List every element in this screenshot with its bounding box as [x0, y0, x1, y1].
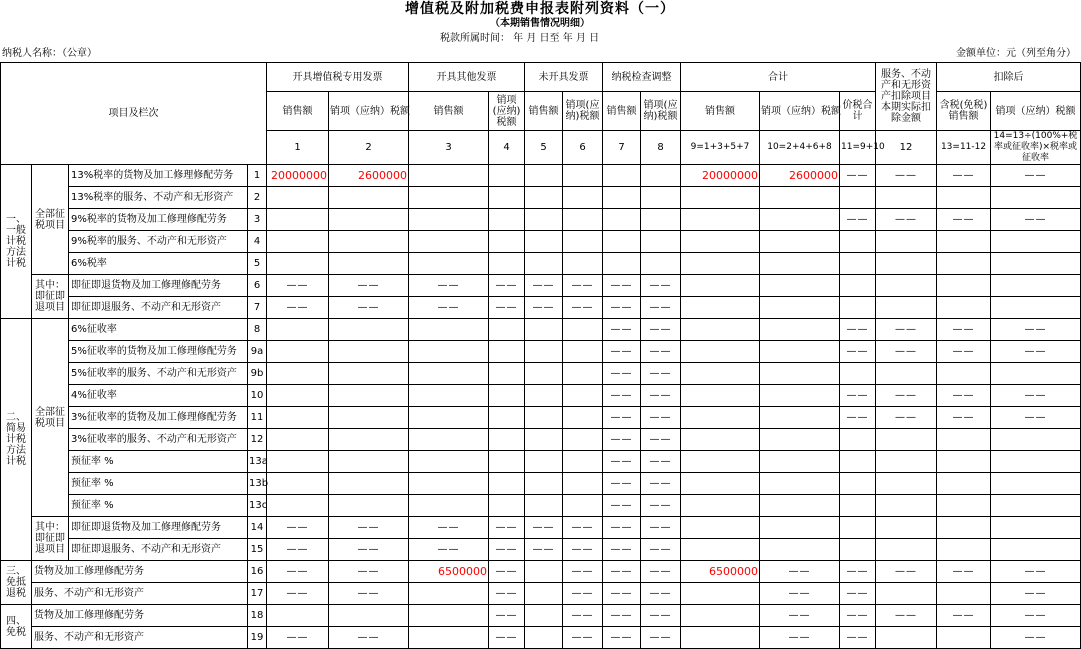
col-sales: 销售额 [681, 92, 760, 131]
dash-cell: —— [603, 363, 641, 385]
row-number: 6 [248, 275, 267, 297]
taxpayer-name: 纳税人名称：（公章） [2, 48, 97, 59]
dash-cell: —— [603, 275, 641, 297]
dash-cell: —— [409, 517, 489, 539]
dash-cell: —— [489, 517, 525, 539]
col-tax: 销项（应纳）税额 [760, 92, 840, 131]
dash-cell: —— [991, 209, 1081, 231]
dash-cell: —— [329, 627, 409, 649]
col-number: 11=9+10 [840, 131, 876, 165]
dash-cell: —— [563, 583, 603, 605]
dash-cell: —— [937, 319, 991, 341]
dash-cell: —— [489, 539, 525, 561]
dash-cell: —— [489, 561, 525, 583]
dash-cell: —— [489, 605, 525, 627]
row-number: 9a [248, 341, 267, 363]
col-number: 1 [267, 131, 329, 165]
row-number: 4 [248, 231, 267, 253]
dash-cell: —— [641, 385, 681, 407]
dash-cell: —— [991, 165, 1081, 187]
dash-cell: —— [267, 561, 329, 583]
row-label: 货物及加工修理修配劳务 [32, 605, 248, 627]
dash-cell: —— [760, 583, 840, 605]
dash-cell: —— [641, 407, 681, 429]
dash-cell: —— [489, 297, 525, 319]
immediate-refund-items: 其中：即征即退项目 [32, 275, 69, 319]
dash-cell: —— [840, 627, 876, 649]
dash-cell: —— [563, 297, 603, 319]
row-number: 13b [248, 473, 267, 495]
group-inspection-adjust: 纳税检查调整 [603, 63, 681, 92]
dash-cell: —— [603, 429, 641, 451]
cell-tax-special-invoice[interactable]: 2600000 [329, 165, 409, 187]
dash-cell: —— [641, 627, 681, 649]
row-label: 9%税率的货物及加工修理修配劳务 [69, 209, 248, 231]
dash-cell: —— [525, 297, 563, 319]
dash-cell: —— [603, 561, 641, 583]
row-label: 即征即退货物及加工修理修配劳务 [69, 275, 248, 297]
dash-cell: —— [563, 539, 603, 561]
row-number: 13a [248, 451, 267, 473]
row-number: 14 [248, 517, 267, 539]
amount-unit: 金额单位：元（列至角分） [956, 48, 1076, 59]
row-number: 2 [248, 187, 267, 209]
dash-cell: —— [267, 517, 329, 539]
dash-cell: —— [641, 319, 681, 341]
dash-cell: —— [489, 275, 525, 297]
dash-cell: —— [563, 627, 603, 649]
row-label: 6%征收率 [69, 319, 248, 341]
col-tax: 销项（应纳）税额 [991, 92, 1081, 131]
tax-period: 税款所属时间： 年 月 日至 年 月 日 [440, 33, 600, 44]
dash-cell: —— [991, 407, 1081, 429]
dash-cell: —— [991, 605, 1081, 627]
dash-cell: —— [641, 495, 681, 517]
col-number: 3 [409, 131, 489, 165]
col-number: 10=2+4+6+8 [760, 131, 840, 165]
form-subtitle: （本期销售情况明细） [490, 18, 590, 29]
row-label: 服务、不动产和无形资产 [32, 627, 248, 649]
cell-sales-other-invoice[interactable]: 6500000 [409, 561, 489, 583]
row-number: 10 [248, 385, 267, 407]
dash-cell: —— [991, 319, 1081, 341]
dash-cell: —— [409, 275, 489, 297]
section-exempt: 四、免税 [1, 605, 32, 649]
row-label: 即征即退服务、不动产和无形资产 [69, 297, 248, 319]
row-number: 13c [248, 495, 267, 517]
row-label: 5%征收率的货物及加工修理修配劳务 [69, 341, 248, 363]
dash-cell: —— [840, 341, 876, 363]
row-number: 15 [248, 539, 267, 561]
row-label: 预征率 % [69, 451, 248, 473]
row-label: 即征即退服务、不动产和无形资产 [69, 539, 248, 561]
dash-cell: —— [937, 605, 991, 627]
dash-cell: —— [937, 407, 991, 429]
dash-cell: —— [937, 341, 991, 363]
row-number: 19 [248, 627, 267, 649]
row-label: 货物及加工修理修配劳务 [32, 561, 248, 583]
row-number: 8 [248, 319, 267, 341]
dash-cell: —— [603, 451, 641, 473]
col-tax: 销项(应纳)税额 [489, 92, 525, 131]
dash-cell: —— [329, 297, 409, 319]
row-number: 12 [248, 429, 267, 451]
col-sales: 销售额 [603, 92, 641, 131]
dash-cell: —— [267, 539, 329, 561]
col-number: 8 [641, 131, 681, 165]
dash-cell: —— [641, 429, 681, 451]
col-number: 5 [525, 131, 563, 165]
group-deduction: 服务、不动产和无形资产扣除项目本期实际扣除金额 [876, 63, 937, 131]
row-label: 5%征收率的服务、不动产和无形资产 [69, 363, 248, 385]
dash-cell: —— [641, 341, 681, 363]
dash-cell: —— [876, 165, 937, 187]
cell-sales-special-invoice[interactable]: 20000000 [267, 165, 329, 187]
dash-cell: —— [603, 495, 641, 517]
col-number: 13=11-12 [937, 131, 991, 165]
row-label: 9%税率的服务、不动产和无形资产 [69, 231, 248, 253]
dash-cell: —— [641, 539, 681, 561]
cell-total-tax[interactable]: 2600000 [760, 165, 840, 187]
dash-cell: —— [641, 473, 681, 495]
row-number: 5 [248, 253, 267, 275]
dash-cell: —— [267, 627, 329, 649]
dash-cell: —— [603, 517, 641, 539]
col-number: 6 [563, 131, 603, 165]
dash-cell: —— [760, 627, 840, 649]
dash-cell: —— [641, 363, 681, 385]
dash-cell: —— [489, 627, 525, 649]
col-number: 14=13÷(100%+税率或征收率)×税率或征收率 [991, 131, 1081, 165]
col-number: 9=1+3+5+7 [681, 131, 760, 165]
row-number: 17 [248, 583, 267, 605]
dash-cell: —— [525, 539, 563, 561]
item-header: 项目及栏次 [1, 63, 267, 165]
dash-cell: —— [409, 539, 489, 561]
dash-cell: —— [525, 517, 563, 539]
dash-cell: —— [641, 605, 681, 627]
dash-cell: —— [563, 561, 603, 583]
dash-cell: —— [991, 385, 1081, 407]
group-total: 合计 [681, 63, 876, 92]
col-number: 2 [329, 131, 409, 165]
dash-cell: —— [603, 627, 641, 649]
section-general: 一、一般计税方法计税 [1, 165, 32, 319]
row-label: 3%征收率的服务、不动产和无形资产 [69, 429, 248, 451]
immediate-refund-items: 其中：即征即退项目 [32, 517, 69, 561]
dash-cell: —— [329, 539, 409, 561]
row-label: 3%征收率的货物及加工修理修配劳务 [69, 407, 248, 429]
dash-cell: —— [876, 561, 937, 583]
row-label: 预征率 % [69, 495, 248, 517]
dash-cell: —— [603, 407, 641, 429]
dash-cell: —— [603, 319, 641, 341]
dash-cell: —— [991, 561, 1081, 583]
dash-cell: —— [563, 605, 603, 627]
dash-cell: —— [641, 451, 681, 473]
col-taxed-sales: 含税(免税)销售额 [937, 92, 991, 131]
row-number: 7 [248, 297, 267, 319]
dash-cell: —— [641, 583, 681, 605]
row-number: 11 [248, 407, 267, 429]
dash-cell: —— [876, 407, 937, 429]
col-number: 4 [489, 131, 525, 165]
col-sales: 销售额 [267, 92, 329, 131]
dash-cell: —— [840, 583, 876, 605]
dash-cell: —— [991, 341, 1081, 363]
group-other-invoice: 开具其他发票 [409, 63, 525, 92]
group-no-invoice: 未开具发票 [525, 63, 603, 92]
row-number: 18 [248, 605, 267, 627]
col-tax: 销项(应纳)税额 [563, 92, 603, 131]
row-number: 16 [248, 561, 267, 583]
dash-cell: —— [991, 627, 1081, 649]
dash-cell: —— [876, 341, 937, 363]
sales-detail-table [0, 62, 1081, 649]
row-label: 4%征收率 [69, 385, 248, 407]
dash-cell: —— [267, 297, 329, 319]
dash-cell: —— [563, 275, 603, 297]
dash-cell: —— [329, 275, 409, 297]
row-label: 服务、不动产和无形资产 [32, 583, 248, 605]
dash-cell: —— [760, 561, 840, 583]
dash-cell: —— [876, 209, 937, 231]
dash-cell: —— [641, 517, 681, 539]
dash-cell: —— [641, 275, 681, 297]
dash-cell: —— [937, 561, 991, 583]
dash-cell: —— [329, 583, 409, 605]
section-refund: 三、免抵退税 [1, 561, 32, 605]
dash-cell: —— [409, 297, 489, 319]
row-label: 即征即退货物及加工修理修配劳务 [69, 517, 248, 539]
row-number: 3 [248, 209, 267, 231]
form-title: 增值税及附加税费申报表附列资料（一） [405, 1, 675, 17]
dash-cell: —— [603, 341, 641, 363]
dash-cell: —— [840, 209, 876, 231]
dash-cell: —— [937, 209, 991, 231]
dash-cell: —— [937, 165, 991, 187]
dash-cell: —— [525, 275, 563, 297]
row-label: 13%税率的货物及加工修理修配劳务 [69, 165, 248, 187]
row-number: 9b [248, 363, 267, 385]
dash-cell: —— [603, 473, 641, 495]
row-number: 1 [248, 165, 267, 187]
dash-cell: —— [876, 385, 937, 407]
dash-cell: —— [329, 561, 409, 583]
dash-cell: —— [840, 605, 876, 627]
dash-cell: —— [840, 407, 876, 429]
row-label: 预征率 % [69, 473, 248, 495]
dash-cell: —— [937, 385, 991, 407]
col-number: 12 [876, 131, 937, 165]
dash-cell: —— [267, 583, 329, 605]
dash-cell: —— [603, 297, 641, 319]
group-vat-special-invoice: 开具增值税专用发票 [267, 63, 409, 92]
dash-cell: —— [876, 605, 937, 627]
dash-cell: —— [840, 165, 876, 187]
dash-cell: —— [603, 583, 641, 605]
dash-cell: —— [329, 517, 409, 539]
dash-cell: —— [603, 605, 641, 627]
col-total-price: 价税合计 [840, 92, 876, 131]
dash-cell: —— [603, 385, 641, 407]
dash-cell: —— [641, 297, 681, 319]
col-tax: 销项（应纳）税额 [329, 92, 409, 131]
group-after-deduction: 扣除后 [937, 63, 1081, 92]
dash-cell: —— [489, 583, 525, 605]
dash-cell: —— [563, 517, 603, 539]
dash-cell: —— [991, 583, 1081, 605]
all-taxable-items: 全部征税项目 [32, 165, 69, 275]
col-sales: 销售额 [525, 92, 563, 131]
dash-cell: —— [641, 561, 681, 583]
dash-cell: —— [840, 385, 876, 407]
dash-cell: —— [267, 275, 329, 297]
row-label: 13%税率的服务、不动产和无形资产 [69, 187, 248, 209]
cell-total-sales[interactable]: 6500000 [681, 561, 760, 583]
section-simple: 二、简易计税方法计税 [1, 319, 32, 561]
dash-cell: —— [840, 561, 876, 583]
dash-cell: —— [760, 605, 840, 627]
col-tax: 销项(应纳)税额 [641, 92, 681, 131]
cell-total-sales[interactable]: 20000000 [681, 165, 760, 187]
row-label: 6%税率 [69, 253, 248, 275]
col-sales: 销售额 [409, 92, 489, 131]
dash-cell: —— [840, 319, 876, 341]
dash-cell: —— [603, 539, 641, 561]
dash-cell: —— [876, 319, 937, 341]
all-taxable-items: 全部征税项目 [32, 319, 69, 517]
col-number: 7 [603, 131, 641, 165]
